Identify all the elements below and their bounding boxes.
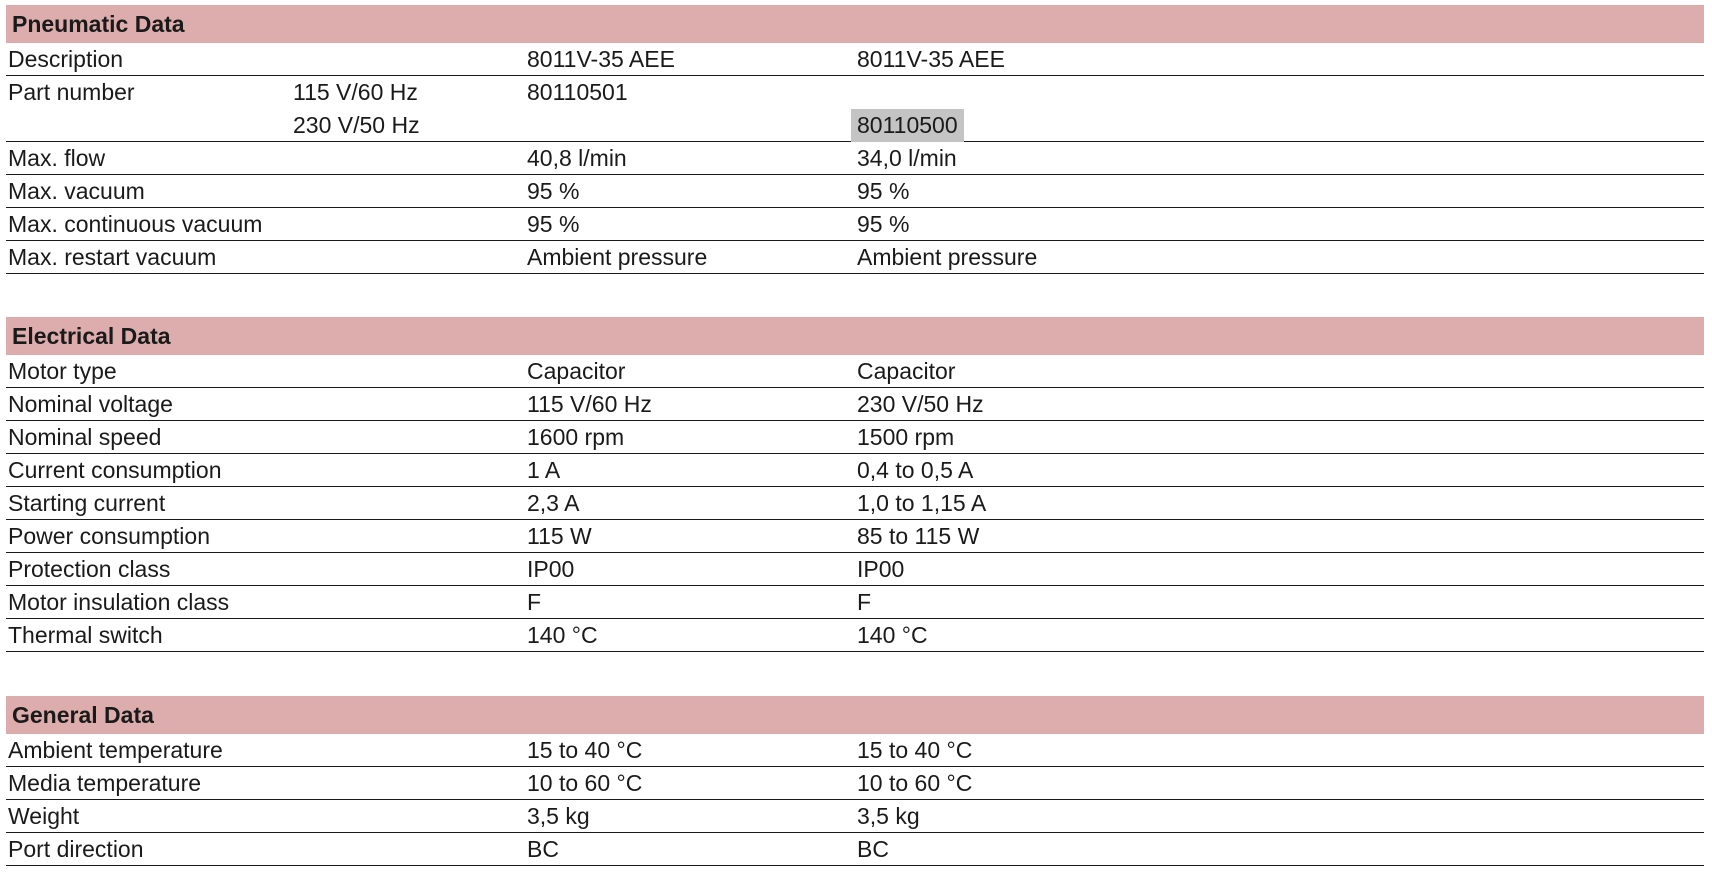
row-label: Max. flow bbox=[8, 145, 106, 171]
value-col2: 230 V/50 Hz bbox=[857, 391, 984, 417]
value-col1: 40,8 l/min bbox=[527, 145, 627, 171]
value-col1: Ambient pressure bbox=[527, 244, 708, 270]
row-label: Port direction bbox=[8, 836, 144, 862]
value-col1: 140 °C bbox=[527, 622, 598, 648]
table-row bbox=[6, 487, 1704, 520]
table-row bbox=[6, 800, 1704, 833]
row-label: Max. vacuum bbox=[8, 178, 145, 204]
value-col2: 1500 rpm bbox=[857, 424, 955, 450]
value-col2: 95 % bbox=[857, 178, 910, 204]
table-row bbox=[6, 619, 1704, 652]
value-col1: 10 to 60 °C bbox=[527, 770, 643, 796]
section-title: Pneumatic Data bbox=[6, 5, 1704, 43]
table-row bbox=[6, 586, 1704, 619]
row-label: Thermal switch bbox=[8, 622, 163, 648]
table-row-part-number bbox=[6, 76, 1704, 142]
value-col2: Ambient pressure bbox=[857, 244, 1038, 270]
table-row bbox=[6, 43, 1704, 76]
table-row bbox=[6, 208, 1704, 241]
value-col1: 8011V-35 AEE bbox=[527, 46, 675, 72]
value-col1: F bbox=[527, 589, 542, 615]
pneumatic-section bbox=[6, 5, 1704, 274]
row-label: Motor insulation class bbox=[8, 589, 230, 615]
table-row bbox=[6, 767, 1704, 800]
table-row bbox=[6, 241, 1704, 274]
value-col1: 1600 rpm bbox=[527, 424, 625, 450]
row-label: Description bbox=[8, 46, 124, 72]
row-label: Power consumption bbox=[8, 523, 210, 549]
row-label: Current consumption bbox=[8, 457, 222, 483]
table-row bbox=[6, 553, 1704, 586]
value-col2-highlighted: 80110500 bbox=[851, 109, 964, 142]
value-col1: 2,3 A bbox=[527, 490, 580, 516]
row-label: Part number bbox=[8, 79, 135, 105]
value-col1: 80110501 bbox=[527, 79, 628, 105]
value-col2: 1,0 to 1,15 A bbox=[857, 490, 987, 516]
value-col1: 15 to 40 °C bbox=[527, 737, 643, 763]
value-col2: 34,0 l/min bbox=[857, 145, 957, 171]
value-col2: F bbox=[857, 589, 872, 615]
table-row bbox=[6, 355, 1704, 388]
value-col2: 0,4 to 0,5 A bbox=[857, 457, 974, 483]
value-col1: 115 V/60 Hz bbox=[527, 391, 652, 417]
row-label: Max. restart vacuum bbox=[8, 244, 217, 270]
value-col1: 115 W bbox=[527, 523, 592, 549]
row-label: Nominal speed bbox=[8, 424, 162, 450]
value-col1: BC bbox=[527, 836, 559, 862]
value-col1: 1 A bbox=[527, 457, 561, 483]
value-col2: IP00 bbox=[857, 556, 905, 582]
value-col1: IP00 bbox=[527, 556, 575, 582]
table-row bbox=[6, 520, 1704, 553]
value-col2: 85 to 115 W bbox=[857, 523, 980, 549]
value-col2: 8011V-35 AEE bbox=[857, 46, 1005, 72]
value-col1: 95 % bbox=[527, 211, 580, 237]
row-label: Nominal voltage bbox=[8, 391, 173, 417]
table-row bbox=[6, 388, 1704, 421]
row-label: Protection class bbox=[8, 556, 171, 582]
table-row bbox=[6, 142, 1704, 175]
row-label: Weight bbox=[8, 803, 80, 829]
value-col1: 3,5 kg bbox=[527, 803, 590, 829]
table-row bbox=[6, 175, 1704, 208]
part-sub-label-230: 230 V/50 Hz bbox=[293, 112, 420, 138]
general-section bbox=[6, 696, 1704, 866]
section-title: Electrical Data bbox=[6, 317, 1704, 355]
value-col2: Capacitor bbox=[857, 358, 956, 384]
table-row bbox=[6, 833, 1704, 866]
row-label: Media temperature bbox=[8, 770, 202, 796]
row-label: Ambient temperature bbox=[8, 737, 223, 763]
value-col2: 140 °C bbox=[857, 622, 928, 648]
value-col2: 15 to 40 °C bbox=[857, 737, 973, 763]
table-row bbox=[6, 421, 1704, 454]
part-sub-label-115: 115 V/60 Hz bbox=[293, 79, 418, 105]
value-col2: 95 % bbox=[857, 211, 910, 237]
table-row bbox=[6, 454, 1704, 487]
row-label: Starting current bbox=[8, 490, 166, 516]
value-col2: 10 to 60 °C bbox=[857, 770, 973, 796]
table-row bbox=[6, 734, 1704, 767]
value-col2: BC bbox=[857, 836, 889, 862]
value-col1: 95 % bbox=[527, 178, 580, 204]
row-label: Max. continuous vacuum bbox=[8, 211, 263, 237]
value-col1: Capacitor bbox=[527, 358, 626, 384]
row-label: Motor type bbox=[8, 358, 117, 384]
section-title: General Data bbox=[6, 696, 1704, 734]
electrical-section bbox=[6, 317, 1704, 652]
value-col2: 3,5 kg bbox=[857, 803, 920, 829]
